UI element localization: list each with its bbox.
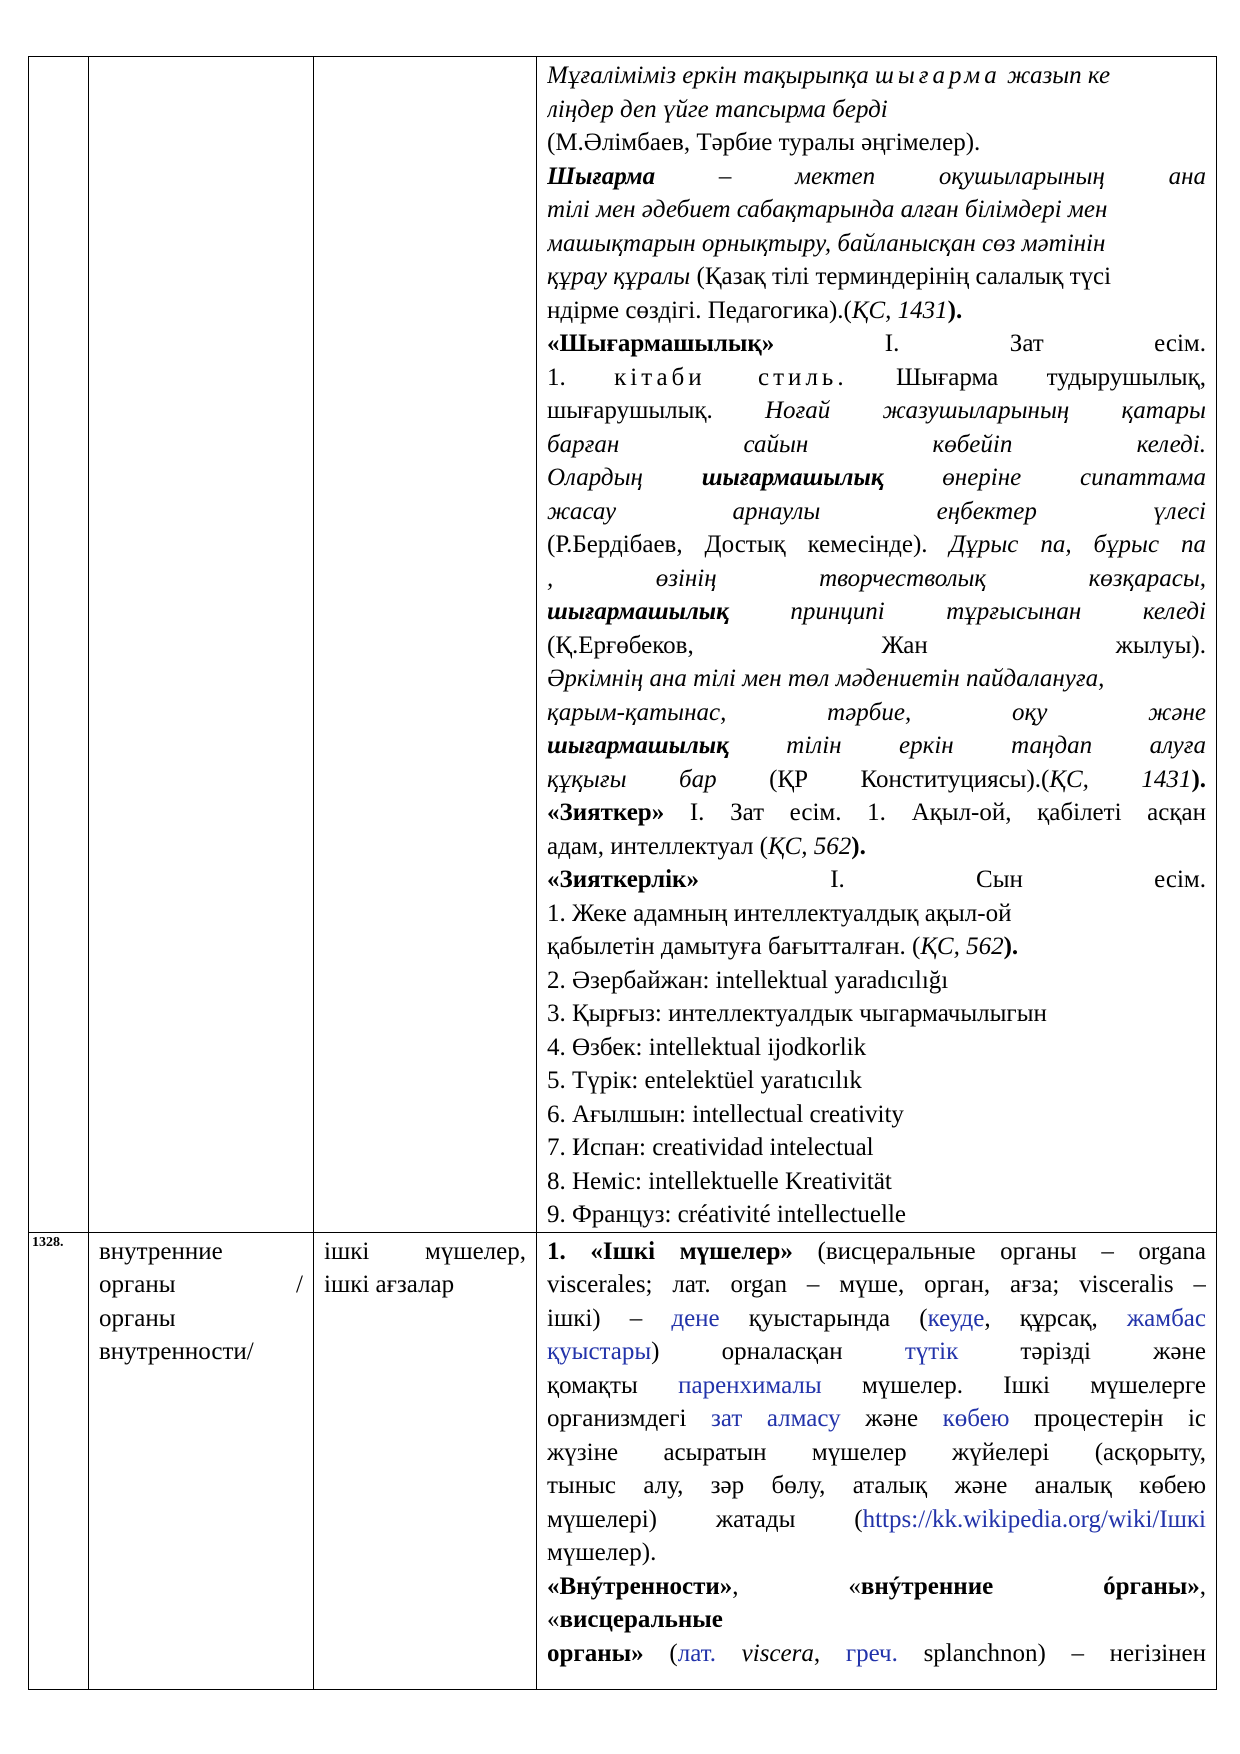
dictionary-table: [28, 56, 1217, 1690]
definition-line: [547, 964, 1206, 998]
definition-line: [547, 662, 1206, 696]
kazakh-term-line: ішкі ағзалар: [324, 1271, 455, 1298]
russian-term-cell: [89, 57, 314, 1233]
text-segment: 9. Француз: créativité intellectuelle: [547, 1201, 907, 1228]
text-segment: тыныс алу, зәр бөлу, аталық және аналық көбею: [547, 1472, 1206, 1499]
text-segment: тәрізді және: [958, 1338, 1206, 1365]
text-segment: қабылетін дамытуға бағытталған. (: [547, 933, 921, 960]
text-segment: принципі тұрғысынан келеді: [728, 598, 1206, 625]
definition-line: [547, 294, 1206, 328]
row-number: 1328.: [32, 1234, 64, 1250]
definition-line: [547, 361, 1206, 395]
text-segment: viscerales; лат. organ – мүше, орган, ағза; visceralis –: [547, 1271, 1206, 1298]
text-segment: 4. Өзбек: intellektual ijodkorlik: [547, 1033, 867, 1061]
definition-line: [547, 1436, 1206, 1470]
text-segment: жүзіне асыратын мүшелер жүйелері (асқорыту,: [547, 1438, 1206, 1466]
text-segment: ,: [813, 1639, 846, 1667]
definition-line: [547, 1369, 1206, 1403]
table-row-continuation: [29, 57, 1217, 1233]
row-number: [29, 57, 88, 61]
text-segment: viscera: [741, 1639, 814, 1667]
definition-cell: [537, 57, 1217, 1233]
text-segment: Әркімнің ана тілі мен төл мәдениетін пайдалануға,: [547, 665, 1105, 692]
text-segment: ҚС, 1431: [1049, 765, 1192, 793]
text-segment: мүшелері) жатады (: [547, 1505, 863, 1533]
russian-term-line: внутренние: [99, 1237, 223, 1265]
definition-line: [547, 796, 1206, 830]
hyperlink-text[interactable]: кеуде: [927, 1304, 985, 1332]
kazakh-term-cell: [314, 1232, 537, 1689]
text-segment: – мектеп оқушыларының ана: [655, 162, 1206, 190]
definition-line: [547, 227, 1206, 261]
hyperlink-text[interactable]: https://kk.wikipedia.org/wiki/Ішкі: [862, 1505, 1206, 1533]
russian-term-cell: [89, 1232, 314, 1689]
text-segment: құқығы бар: [547, 765, 717, 793]
text-segment: Ноғай жазушыларының қатары: [765, 397, 1206, 424]
text-segment: Мұғаліміміз еркін тақырыпқа: [547, 62, 875, 89]
text-segment: splanchnon) – негізінен: [897, 1639, 1206, 1667]
hyperlink-text[interactable]: қуыстары: [547, 1338, 652, 1365]
definition-line: [547, 193, 1206, 227]
definition-cell: [537, 1232, 1217, 1689]
text-segment: қарым-қатынас, тәрбие, оқу және: [547, 698, 1206, 726]
definition-line: [547, 126, 1206, 160]
hyperlink-text[interactable]: көбею: [942, 1405, 1010, 1432]
text-segment: мүшелер).: [547, 1539, 657, 1566]
definition-line: [547, 1302, 1206, 1336]
text-segment: (ҚР Конституциясы).(: [716, 765, 1050, 793]
text-segment: барған сайын көбейіп келеді.: [547, 430, 1206, 458]
text-segment: «Зияткер»: [547, 799, 665, 826]
hyperlink-text[interactable]: жамбас: [1126, 1304, 1206, 1332]
text-segment: ).: [1191, 765, 1206, 793]
hyperlink-text[interactable]: греч.: [845, 1639, 898, 1667]
text-segment: І. Сын есім.: [698, 866, 1206, 893]
text-segment: ҚС, 562: [768, 832, 852, 860]
text-segment: ).: [1003, 933, 1019, 960]
text-segment: «Шығармашылық»: [547, 330, 775, 357]
text-segment: І. Зат есім.: [774, 330, 1206, 357]
text-segment: Дұрыс па, бұрыс па: [949, 531, 1206, 558]
text-segment: «: [547, 1606, 560, 1633]
definition-line: [547, 729, 1206, 763]
definition-line: [547, 59, 1206, 93]
text-segment: 6. Ағылшын: intellectual creativity: [547, 1100, 904, 1128]
russian-term: [89, 57, 313, 59]
text-segment: ҚС, 562: [920, 933, 1004, 960]
text-segment: ішкі) –: [547, 1304, 672, 1332]
definition-line: [547, 1198, 1206, 1232]
kazakh-term: [314, 57, 536, 59]
text-segment: (висцеральные органы – organa: [792, 1237, 1206, 1265]
text-segment: тілін еркін таңдап алуға: [728, 732, 1206, 759]
definition-line: [547, 1637, 1206, 1671]
text-segment: 2. Әзербайжан: intellektual yaradıcılığı: [547, 966, 949, 994]
text-segment: ҚС, 1431: [851, 296, 948, 324]
definition-line: [547, 897, 1206, 931]
russian-term-line: органы: [99, 1304, 176, 1332]
definition-line: [547, 1098, 1206, 1132]
text-segment: құрау құралы: [547, 263, 691, 290]
definition-line: [547, 93, 1206, 127]
text-segment: ) орналасқан: [651, 1338, 905, 1365]
definition-line: [547, 562, 1206, 596]
definition-line: [547, 528, 1206, 562]
row-number-cell: [29, 1232, 89, 1689]
definition-line: [547, 1335, 1206, 1369]
text-segment: , құрсақ,: [984, 1304, 1127, 1332]
text-segment: (М.Әлімбаев, Тәрбие туралы әңгімелер).: [547, 129, 981, 156]
kazakh-term-line: ішкі мүшелер,: [324, 1237, 526, 1265]
text-segment: висцеральные: [559, 1606, 723, 1633]
table-row-1328: [29, 1232, 1217, 1689]
text-segment: Олардың: [547, 464, 702, 491]
definition-line: [547, 997, 1206, 1031]
definition-line: [547, 160, 1206, 194]
text-segment: І. Зат есім. 1. Ақыл-ой, қабілеті асқан: [664, 799, 1206, 826]
text-segment: жасау арнаулы еңбектер үлесі: [547, 497, 1206, 525]
text-segment: процестерін іс: [1009, 1405, 1206, 1432]
definition-line: [547, 1536, 1206, 1570]
text-segment: 1. «Ішкі мүшелер»: [547, 1237, 793, 1265]
text-segment: кітаби стиль.: [614, 363, 848, 391]
text-segment: 5. Түрік: entelektüel yaratıcılık: [547, 1067, 862, 1094]
text-segment: шығарушылық.: [547, 397, 765, 424]
text-segment: ,: [1199, 1572, 1206, 1600]
text-segment: организмдегі: [547, 1405, 712, 1432]
text-segment: внýтренние óрганы»: [860, 1572, 1200, 1600]
text-segment: органы»: [547, 1639, 644, 1667]
definition-line: [547, 629, 1206, 663]
definition-line: [547, 1570, 1206, 1604]
text-segment: (Қазақ тілі терминдерінің салалық түсі: [690, 263, 1112, 290]
hyperlink-text[interactable]: паренхималы: [678, 1371, 822, 1399]
hyperlink-text[interactable]: зат алмасу: [711, 1405, 841, 1432]
definition-line: [547, 327, 1206, 361]
text-segment: және: [840, 1405, 943, 1432]
definition-line: [547, 595, 1206, 629]
text-segment: 3. Қырғыз: интеллектуалдык чыгармачылыгын: [547, 1000, 1047, 1027]
text-segment: өнеріне сипаттама: [883, 464, 1206, 491]
hyperlink-text[interactable]: лат.: [677, 1639, 716, 1667]
definition-line: [547, 394, 1206, 428]
row-number-cell: [29, 57, 89, 1233]
text-segment: тілі мен әдебиет сабақтарында алған білімдері мен: [547, 196, 1108, 223]
text-segment: Шығарма: [547, 162, 656, 190]
definition-line: [547, 1603, 1206, 1637]
definition-line: [547, 696, 1206, 730]
text-segment: ліңдер деп үйге тапсырма берді: [547, 95, 888, 123]
text-segment: қомақты: [547, 1371, 679, 1399]
definition-line: [547, 763, 1206, 797]
definition-line: [547, 830, 1206, 864]
definition-line: [547, 1064, 1206, 1098]
text-segment: 1.: [547, 363, 615, 391]
text-segment: жазып ке: [1000, 62, 1111, 89]
definition-line: [547, 495, 1206, 529]
definition-line: [547, 1031, 1206, 1065]
text-segment: машықтарын орнықтыру, байланысқан сөз мәтінін: [547, 229, 1106, 257]
hyperlink-text[interactable]: түтік: [904, 1338, 959, 1365]
definition-line: [547, 1165, 1206, 1199]
kazakh-term: [314, 1233, 536, 1302]
definition-text: [537, 1233, 1216, 1671]
definition-line: [547, 260, 1206, 294]
text-segment: 7. Испан: creatividad intelectual: [547, 1134, 874, 1161]
text-segment: адам, интеллектуал (: [547, 832, 769, 860]
text-segment: шығарма: [874, 62, 1001, 89]
definition-line: [547, 428, 1206, 462]
definition-text: [537, 57, 1216, 1232]
text-segment: «Зияткерлік»: [547, 866, 699, 893]
text-segment: 8. Неміс: intellektuelle Kreativität: [547, 1167, 892, 1195]
text-segment: ).: [947, 296, 963, 324]
definition-line: [547, 1235, 1206, 1269]
definition-line: [547, 1469, 1206, 1503]
text-segment: , өзінің творчестволық көзқарасы,: [547, 564, 1206, 592]
russian-term: [89, 1233, 313, 1369]
definition-line: [547, 1268, 1206, 1302]
russian-term-line: внутренности/: [99, 1338, 254, 1365]
text-segment: шығармашылық: [547, 598, 729, 625]
definition-line: [547, 930, 1206, 964]
text-segment: Шығарма тудырушылық,: [847, 363, 1206, 391]
definition-line: [547, 1131, 1206, 1165]
kazakh-term-cell: [314, 57, 537, 1233]
text-segment: шығармашылық: [701, 464, 884, 491]
text-segment: , «: [732, 1572, 861, 1600]
text-segment: ).: [851, 832, 866, 860]
hyperlink-text[interactable]: дене: [671, 1304, 720, 1332]
definition-line: [547, 863, 1206, 897]
text-segment: қуыстарында (: [719, 1304, 928, 1332]
text-segment: «Внýтренности»: [547, 1572, 733, 1600]
russian-term-line: органы /: [99, 1271, 303, 1298]
definition-line: [547, 1503, 1206, 1537]
text-segment: ндірме сөздігі. Педагогика).(: [547, 296, 852, 324]
text-segment: (Қ.Ерғөбеков, Жан жылуы).: [547, 631, 1206, 659]
definition-line: [547, 1402, 1206, 1436]
text-segment: [716, 1640, 742, 1667]
text-segment: 1. Жеке адамның интеллектуалдық ақыл-ой: [547, 899, 1012, 927]
text-segment: (: [643, 1639, 678, 1667]
text-segment: мүшелер. Ішкі мүшелерге: [821, 1371, 1206, 1399]
definition-line: [547, 461, 1206, 495]
text-segment: шығармашылық: [547, 732, 729, 759]
text-segment: (Р.Бердібаев, Достық кемесінде).: [547, 531, 950, 558]
